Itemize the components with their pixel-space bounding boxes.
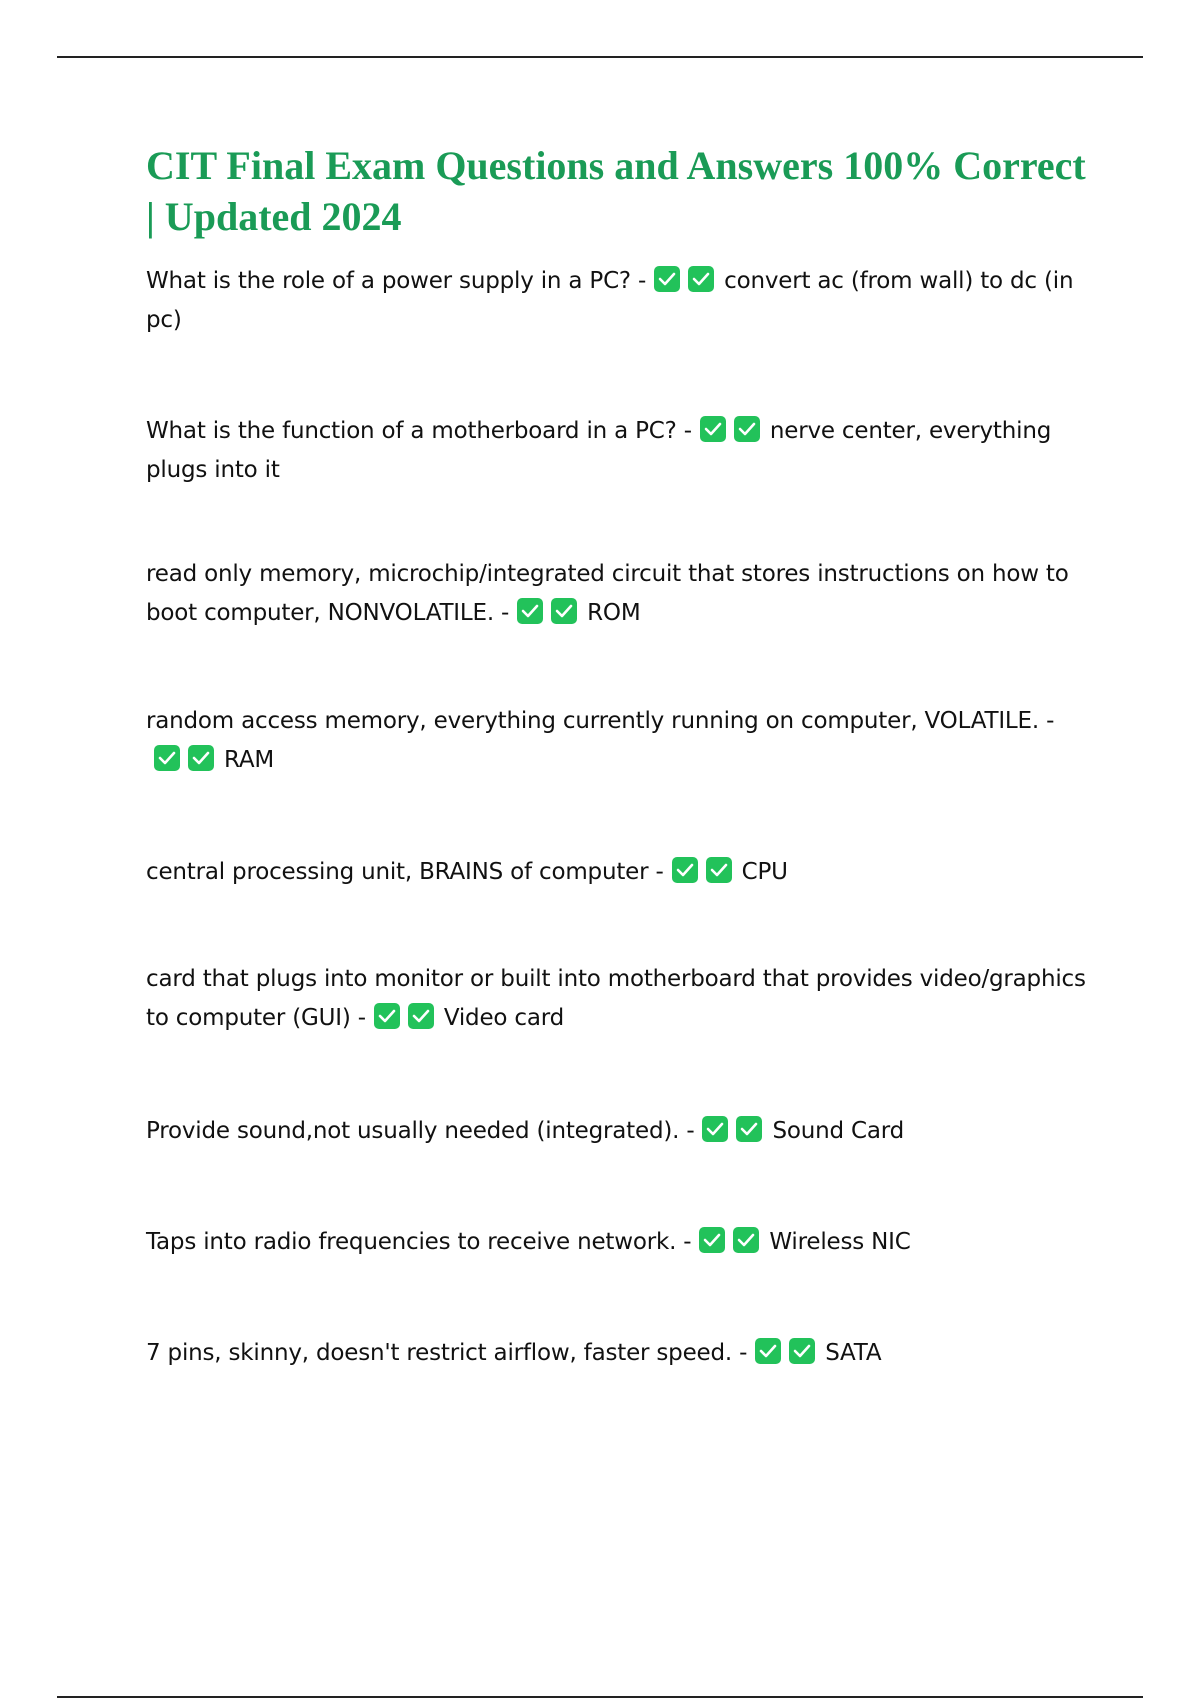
qa-item-sata (146, 1334, 1086, 1373)
qa-item-ram (146, 702, 1086, 780)
check-mark-icon (700, 416, 726, 442)
question-text: What is the role of a power supply in a PC? - (146, 268, 647, 294)
check-mark-icon (789, 1338, 815, 1364)
qa-item-video-card (146, 960, 1086, 1038)
check-mark-icon (654, 266, 680, 292)
qa-item-rom (146, 555, 1086, 633)
header-rule (57, 56, 1143, 58)
question-text: Provide sound,not usually needed (integrated). - (146, 1118, 695, 1144)
check-mark-icon (188, 745, 214, 771)
check-mark-icon (374, 1003, 400, 1029)
check-mark-icon (154, 745, 180, 771)
question-text: 7 pins, skinny, doesn't restrict airflow, faster speed. - (146, 1340, 748, 1366)
answer-text: Wireless NIC (769, 1229, 911, 1255)
qa-item-wireless-nic (146, 1223, 1086, 1262)
check-mark-icons (702, 1112, 770, 1151)
question-text: read only memory, microchip/integrated circuit that stores instructions on how to boot computer, NONVOLATILE. - (146, 561, 1069, 626)
question-text: What is the function of a motherboard in a PC? - (146, 418, 692, 444)
answer-text: SATA (825, 1340, 882, 1366)
check-mark-icon (755, 1338, 781, 1364)
check-mark-icon (408, 1003, 434, 1029)
question-text: central processing unit, BRAINS of computer - (146, 859, 664, 885)
qa-item-motherboard (146, 412, 1086, 490)
check-mark-icons (374, 999, 442, 1038)
qa-item-cpu (146, 853, 1086, 892)
document-title: CIT Final Exam Questions and Answers 100% Correct | Updated 2024 (146, 143, 1086, 239)
check-mark-icons (700, 412, 768, 451)
answer-text: RAM (224, 747, 275, 773)
check-mark-icon (736, 1116, 762, 1142)
check-mark-icon (702, 1116, 728, 1142)
check-mark-icon (734, 416, 760, 442)
qa-item-sound-card (146, 1112, 1086, 1151)
answer-text: Sound Card (772, 1118, 904, 1144)
qa-item-power-supply (146, 262, 1086, 340)
answer-text: Video card (443, 1005, 564, 1031)
check-mark-icon (706, 857, 732, 883)
question-text: card that plugs into monitor or built into motherboard that provides video/graphics to computer (GUI) - (146, 966, 1086, 1031)
check-mark-icons (154, 741, 222, 780)
check-mark-icon (517, 598, 543, 624)
question-text: random access memory, everything currently running on computer, VOLATILE. - (146, 708, 1055, 734)
question-text: Taps into radio frequencies to receive network. - (146, 1229, 692, 1255)
check-mark-icon (733, 1227, 759, 1253)
check-mark-icons (672, 853, 740, 892)
check-mark-icons (517, 594, 585, 633)
check-mark-icon (699, 1227, 725, 1253)
check-mark-icons (654, 262, 722, 301)
check-mark-icons (699, 1223, 767, 1262)
answer-text: nerve center, everything plugs into it (146, 418, 1052, 483)
footer-rule (57, 1696, 1143, 1698)
check-mark-icons (755, 1334, 823, 1373)
check-mark-icon (551, 598, 577, 624)
answer-text: convert ac (from wall) to dc (in pc) (146, 268, 1074, 333)
check-mark-icon (672, 857, 698, 883)
answer-text: CPU (741, 859, 788, 885)
check-mark-icon (688, 266, 714, 292)
answer-text: ROM (587, 600, 641, 626)
